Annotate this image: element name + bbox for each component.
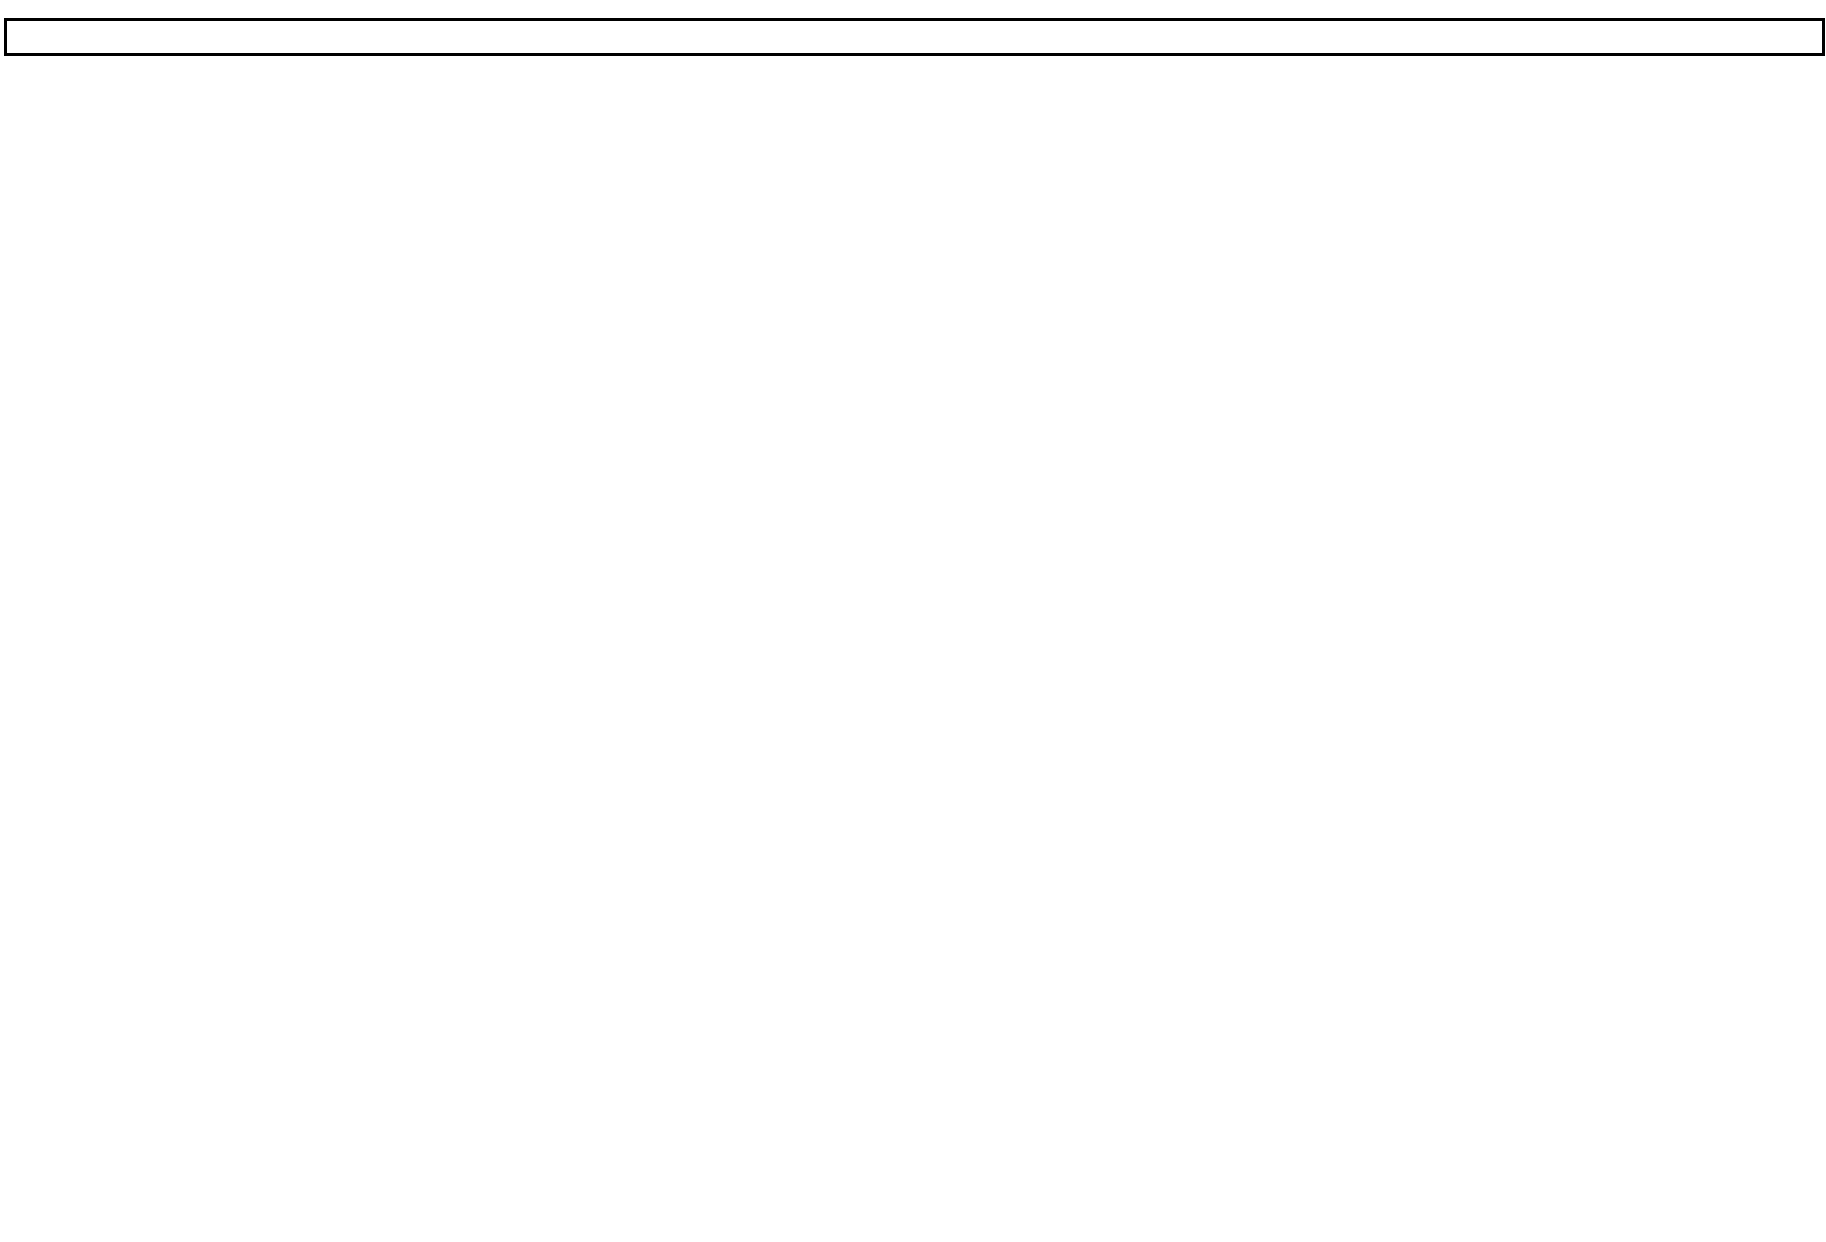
page-title (4, 18, 1825, 56)
